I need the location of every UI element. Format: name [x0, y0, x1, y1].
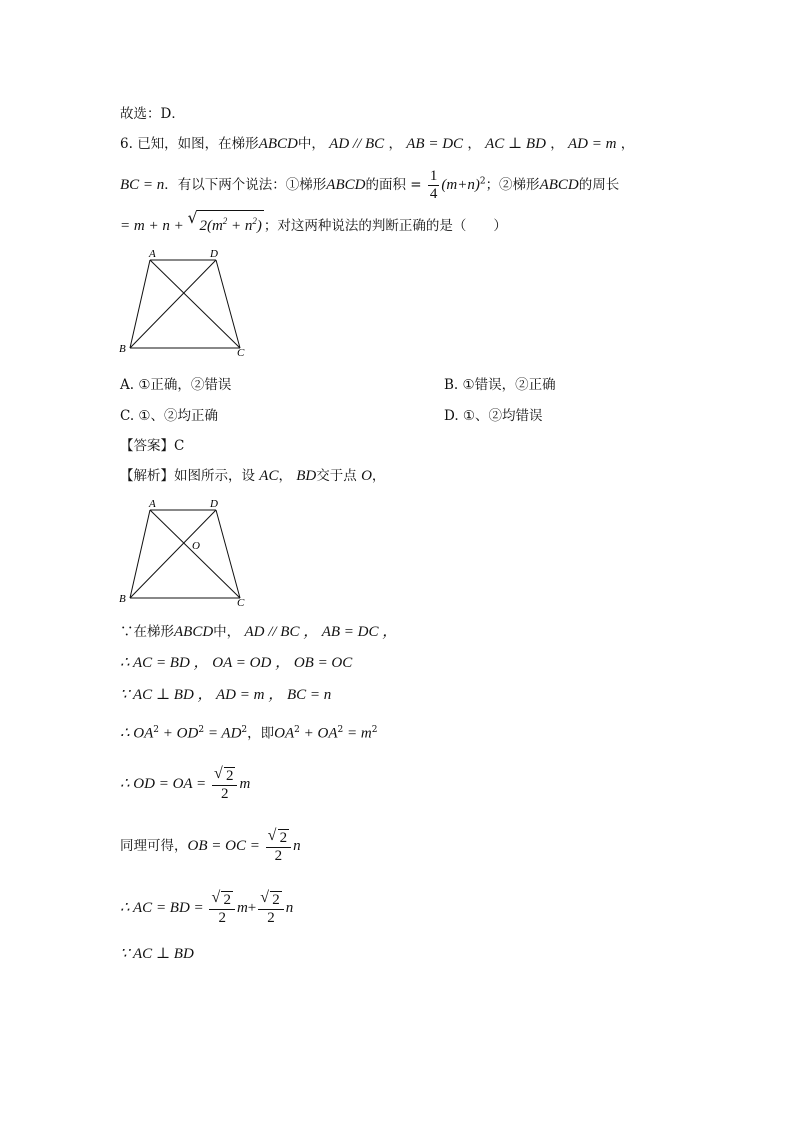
- step4-a: ∴ OA: [120, 725, 154, 742]
- step5-den: 2: [220, 785, 229, 802]
- figure1-label-b: B: [119, 343, 126, 355]
- figure2-label-o: O: [192, 540, 200, 552]
- option-b: B. ①错误，②正确: [444, 377, 556, 393]
- question-line-1: 6. 已知，如图，在梯形ABCD中， AD // BC ， AB = DC ， AC ⊥ BD ， AD = m ，: [120, 136, 635, 152]
- analysis-ac: AC: [259, 468, 279, 484]
- figure2-label-d: D: [210, 498, 218, 510]
- step7-a: ∴ AC = BD =: [120, 900, 208, 916]
- step6-radicand: 2: [279, 829, 288, 846]
- analysis-head: 【解析】如图所示，设: [120, 468, 255, 484]
- step5-radicand: 2: [225, 767, 234, 784]
- step-6: [120, 828, 301, 865]
- step7-den-1: 2: [218, 909, 226, 926]
- step4-c: = AD: [204, 725, 242, 742]
- root-part-b: + n: [227, 218, 253, 234]
- question-tail: ；对这两种说法的判断正确的是（ ）: [263, 218, 507, 234]
- trapezoid-figure-2: [114, 494, 254, 610]
- previous-answer: 故选：D．: [120, 106, 185, 122]
- radical-sign-icon: √: [187, 208, 198, 227]
- step4-exp-4: 2: [294, 725, 300, 735]
- figure1-label-c: C: [237, 347, 245, 359]
- statement-two: ；②梯形: [485, 177, 540, 193]
- figure2-diagonal-bd: [130, 510, 216, 598]
- step4-exp-2: 2: [198, 725, 205, 735]
- perimeter-expression: = m + n +: [120, 218, 188, 234]
- question-number: 6.: [120, 136, 133, 152]
- step7-fraction-1: [209, 888, 235, 927]
- figure2-label-a: A: [149, 498, 156, 510]
- step4-exp-1: 2: [153, 725, 160, 735]
- option-a: A. ①正确，②错误: [120, 377, 232, 393]
- step6-pre: 同理可得，: [120, 838, 188, 854]
- radical-sign-icon: √: [211, 888, 221, 906]
- step-4: [120, 720, 377, 744]
- area-label: 的面积 =: [365, 177, 422, 193]
- root-part-a: 2(m: [199, 218, 223, 234]
- analysis-o: O: [361, 468, 372, 484]
- step4-b: + OD: [159, 725, 199, 742]
- root-exp-1: 2: [222, 216, 228, 226]
- step-1: [120, 622, 397, 642]
- step7-fraction-2: [258, 888, 284, 927]
- answer-line: 【答案】C: [120, 438, 185, 454]
- question-line-3: [120, 210, 507, 236]
- figure2-edge-dc: [216, 510, 240, 598]
- condition-perpendicular: AC ⊥ BD: [485, 136, 546, 152]
- step1-pre: ∵在梯形: [120, 624, 174, 640]
- step6-fraction: [266, 826, 292, 865]
- option-d: D. ①、②均错误: [444, 408, 543, 424]
- question-mid: 中，: [297, 136, 325, 152]
- radical-sign-icon: √: [267, 826, 277, 844]
- step4-d: ，即: [247, 725, 275, 742]
- step7-n: n: [285, 900, 294, 916]
- step4-exp-5: 2: [337, 725, 344, 735]
- step5-fraction: [212, 764, 238, 803]
- step-2: ∴ AC = BD ， OA = OD ， OB = OC: [120, 655, 353, 671]
- fraction-numerator: 1: [429, 168, 438, 184]
- step-5: [120, 766, 250, 803]
- step7-den-2: 2: [267, 909, 275, 926]
- step-7: [120, 890, 293, 927]
- step7-radicand-2: 2: [272, 891, 280, 908]
- figure2-label-b: B: [119, 593, 126, 605]
- condition-equal-legs: AB = DC: [406, 136, 464, 152]
- condition-ad: AD = m: [568, 136, 617, 152]
- figure2-diagonal-ac: [150, 510, 240, 598]
- perimeter-root: [187, 210, 263, 236]
- figure1-edge-dc: [216, 260, 240, 348]
- figure1-label-a: A: [149, 248, 156, 260]
- step4-g: = m: [343, 725, 372, 742]
- condition-parallel: AD // BC: [329, 136, 385, 152]
- figure2-edge-ab: [130, 510, 150, 598]
- analysis-intro: [120, 466, 385, 486]
- step1-mid: 中，: [213, 624, 241, 640]
- fraction-denominator: 4: [429, 186, 438, 202]
- figure1-edge-ab: [130, 260, 150, 348]
- figure2-label-c: C: [237, 597, 245, 609]
- step7-m: m: [236, 900, 248, 916]
- step5-m: m: [239, 776, 251, 792]
- root-exp-2: 2: [252, 216, 257, 226]
- option-c: C. ①、②均正确: [120, 408, 219, 424]
- step4-e: OA: [274, 725, 295, 742]
- trapezoid-name-2: ABCD: [326, 177, 366, 193]
- step6-den: 2: [274, 847, 283, 864]
- analysis-bd: BD: [296, 468, 317, 484]
- step4-exp-6: 2: [371, 725, 378, 735]
- step4-exp-3: 2: [241, 725, 248, 735]
- area-expression: (m+n): [441, 177, 480, 193]
- step5-a: ∴ OD = OA =: [120, 776, 210, 792]
- analysis-sep: ，: [278, 468, 292, 484]
- step6-n: n: [293, 838, 301, 854]
- fraction-one-quarter: [428, 168, 440, 203]
- trapezoid-figure-1: [114, 244, 254, 360]
- condition-bc: BC = n: [120, 177, 165, 193]
- perimeter-label: 的周长: [578, 177, 620, 193]
- question-line-2: [120, 168, 619, 203]
- step1-conditions: AD // BC ， AB = DC ，: [244, 624, 398, 640]
- trapezoid-name-3: ABCD: [539, 177, 579, 193]
- radical-sign-icon: √: [213, 764, 223, 782]
- figure1-diagonal-ac: [150, 260, 240, 348]
- square-exponent: 2: [479, 176, 486, 187]
- step1-trap: ABCD: [174, 624, 214, 640]
- step-3: ∵ AC ⊥ BD ， AD = m ， BC = n: [120, 687, 332, 703]
- step7-plus: +: [247, 900, 257, 916]
- analysis-end: ，: [371, 468, 386, 484]
- step4-f: + OA: [299, 725, 338, 742]
- trapezoid-name: ABCD: [258, 136, 298, 152]
- question-intro: 已知，如图，在梯形: [137, 136, 259, 152]
- statement-intro: ．有以下两个说法：①梯形: [164, 177, 327, 193]
- radical-sign-icon: √: [260, 888, 270, 906]
- figure1-diagonal-bd: [130, 260, 216, 348]
- analysis-tail: 交于点: [316, 468, 357, 484]
- step-8: ∵ AC ⊥ BD: [120, 946, 194, 962]
- step7-radicand-1: 2: [223, 891, 231, 908]
- root-part-c: ): [256, 218, 262, 234]
- figure1-label-d: D: [210, 248, 218, 260]
- step6-a: OB = OC =: [187, 838, 264, 854]
